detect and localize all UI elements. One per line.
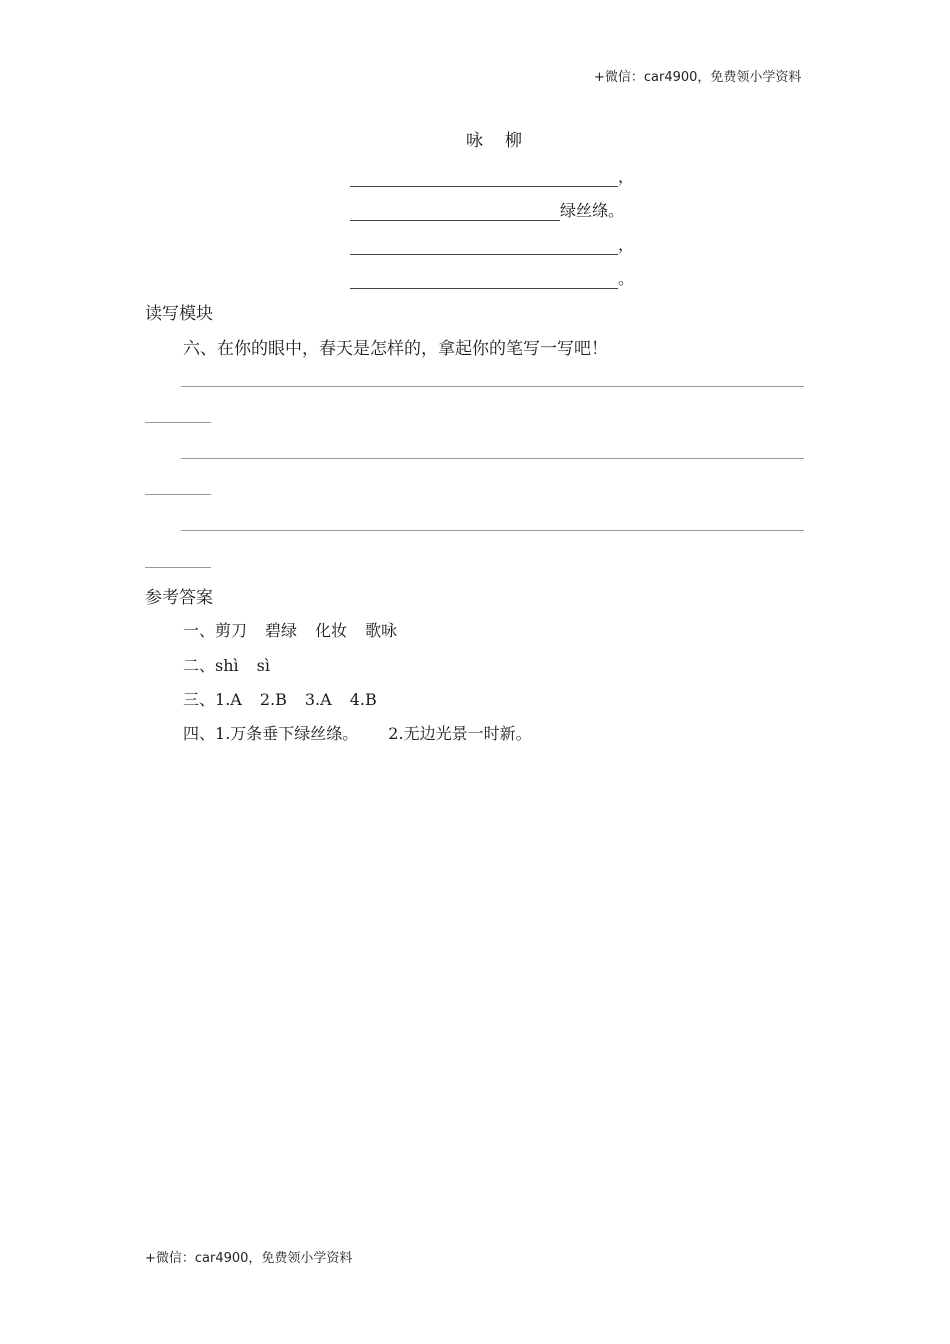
fill-blank[interactable]	[350, 272, 618, 289]
answer-item: 剪刀	[215, 621, 248, 640]
answer-1-label: 一、	[183, 621, 216, 640]
answer-item: 化妆	[315, 621, 348, 640]
answer-1	[183, 618, 397, 641]
answer-item: 4.B	[349, 690, 377, 709]
answer-item: 歌咏	[365, 621, 398, 640]
fill-blank[interactable]	[350, 238, 618, 255]
writing-question: 六、在你的眼中，春天是怎样的，拿起你的笔写一写吧！	[183, 339, 608, 359]
poem-line-4	[350, 266, 634, 289]
page-header: +微信：car4900，免费领小学资料	[594, 70, 802, 85]
fill-blank[interactable]	[350, 204, 560, 221]
writing-line[interactable]	[181, 386, 804, 387]
answer-3	[183, 687, 377, 710]
poem-line-3	[350, 232, 634, 255]
writing-line-continuation[interactable]	[145, 422, 211, 423]
answer-item: 1.A	[215, 690, 242, 709]
answer-item: 2.无边光景一时新。	[388, 724, 532, 743]
answer-4	[183, 721, 532, 744]
section-heading-answers: 参考答案	[145, 588, 213, 608]
answer-item: 碧绿	[265, 621, 298, 640]
page-footer: +微信：car4900，免费领小学资料	[145, 1251, 353, 1266]
section-heading-reading-writing: 读写模块	[145, 304, 213, 324]
writing-line-continuation[interactable]	[145, 494, 211, 495]
poem-line-1	[350, 164, 634, 187]
answer-item: shì	[215, 656, 239, 675]
answer-2-label: 二、	[183, 656, 216, 675]
answer-item: 2.B	[259, 690, 287, 709]
poem-title-char-2: 柳	[505, 131, 522, 151]
writing-line-continuation[interactable]	[145, 567, 211, 568]
answer-4-label: 四、	[183, 724, 216, 743]
poem-title-char-1: 咏	[466, 131, 483, 151]
poem-line-1-punct: ，	[618, 167, 635, 186]
poem-line-4-punct: 。	[618, 269, 635, 288]
answer-3-label: 三、	[183, 690, 216, 709]
poem-line-2-text: 绿丝绦。	[560, 201, 625, 220]
answer-item: 1.万条垂下绿丝绦。	[215, 724, 359, 743]
answer-item: sì	[256, 656, 270, 675]
writing-line[interactable]	[181, 530, 804, 531]
answer-2	[183, 653, 270, 676]
poem-title	[466, 126, 522, 151]
answer-item: 3.A	[304, 690, 332, 709]
fill-blank[interactable]	[350, 170, 618, 187]
poem-line-3-punct: ，	[618, 235, 635, 254]
writing-line[interactable]	[181, 458, 804, 459]
poem-line-2	[350, 198, 624, 221]
